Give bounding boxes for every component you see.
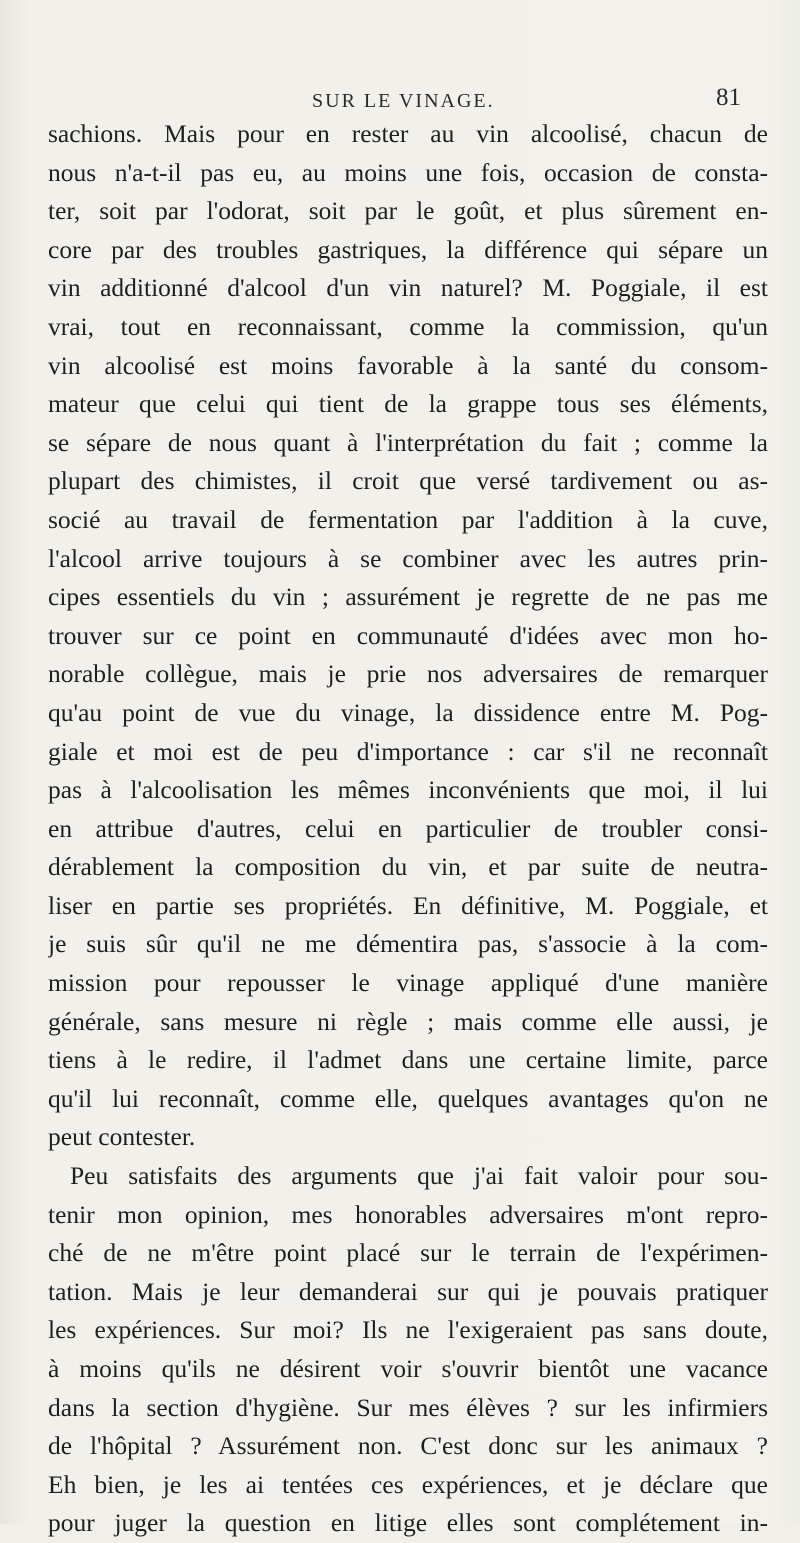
text-line: tenir mon opinion, mes honorables adversaires m'ont repro- [48, 1199, 768, 1229]
body-text [48, 115, 768, 1543]
text-line: les expériences. Sur moi? Ils ne l'exigeraient pas sans doute, [48, 1315, 768, 1345]
text-line: mission pour repousser le vinage appliqué d'une manière [48, 968, 768, 998]
text-line: qu'il lui reconnaît, comme elle, quelques avantages qu'on ne [48, 1083, 768, 1113]
text-line: pas à l'alcoolisation les mêmes inconvénients que moi, il lui [48, 775, 768, 805]
text-line: de l'hôpital ? Assurément non. C'est donc sur les animaux ? [48, 1431, 768, 1461]
text-line: plupart des chimistes, il croit que versé tardivement ou as- [48, 466, 768, 496]
text-line: ché de ne m'être point placé sur le terrain de l'expérimen- [48, 1238, 768, 1268]
text-line: pour juger la question en litige elles sont complétement in- [48, 1508, 768, 1538]
text-line: l'alcool arrive toujours à se combiner avec les autres prin- [48, 543, 768, 573]
text-line: à moins qu'ils ne désirent voir s'ouvrir bientôt une vacance [48, 1354, 768, 1383]
text-line: core par des troubles gastriques, la différence qui sépare un [48, 234, 768, 264]
text-line: vrai, tout en reconnaissant, comme la commission, qu'un [48, 311, 768, 341]
text-line: tiens à le redire, il l'admet dans une certaine limite, parce [48, 1045, 768, 1075]
text-line: je suis sûr qu'il ne me démentira pas, s'associe à la com- [48, 929, 768, 959]
text-line: trouver sur ce point en communauté d'idées avec mon ho- [48, 620, 768, 650]
text-line: ter, soit par l'odorat, soit par le goût, et plus sûrement en- [48, 196, 768, 226]
text-line: liser en partie ses propriétés. En définitive, M. Poggiale, et [48, 890, 768, 920]
paragraph-start-line: Peu satisfaits des arguments que j'ai fait valoir pour sou- [70, 1161, 768, 1191]
text-line: mateur que celui qui tient de la grappe tous ses éléments, [48, 389, 768, 419]
text-line: vin additionné d'alcool d'un vin naturel? M. Poggiale, il est [48, 273, 768, 303]
text-line: sachions. Mais pour en rester au vin alcoolisé, chacun de [48, 119, 768, 148]
text-line: dérablement la composition du vin, et par suite de neutra- [48, 852, 768, 882]
text-line: en attribue d'autres, celui en particulier de troubler consi- [48, 813, 768, 843]
page-header [0, 84, 800, 114]
text-line: giale et moi est de peu d'importance : car s'il ne reconnaît [48, 736, 768, 766]
text-line: Eh bien, je les ai tentées ces expériences, et je déclare que [48, 1469, 768, 1499]
page-number: 81 [716, 84, 741, 111]
text-line: dans la section d'hygiène. Sur mes élèves ? sur les infirmiers [48, 1392, 768, 1422]
running-title: SUR LE VINAGE. [312, 90, 495, 112]
text-line: nous n'a-t-il pas eu, au moins une fois, occasion de consta- [48, 157, 768, 187]
text-line: tation. Mais je leur demanderai sur qui je pouvais pratiquer [48, 1276, 768, 1306]
text-line: générale, sans mesure ni règle ; mais comme elle aussi, je [48, 1006, 768, 1036]
text-line: se sépare de nous quant à l'interprétation du fait ; comme la [48, 427, 768, 457]
text-line: vin alcoolisé est moins favorable à la santé du consom- [48, 350, 768, 380]
text-line: norable collègue, mais je prie nos adversaires de remarquer [48, 659, 768, 689]
text-line: cipes essentiels du vin ; assurément je regrette de ne pas me [48, 582, 768, 612]
text-line: qu'au point de vue du vinage, la dissidence entre M. Pog- [48, 697, 768, 727]
paragraph-end-line: peut contester. [48, 1122, 196, 1152]
text-line: socié au travail de fermentation par l'addition à la cuve, [48, 504, 768, 534]
